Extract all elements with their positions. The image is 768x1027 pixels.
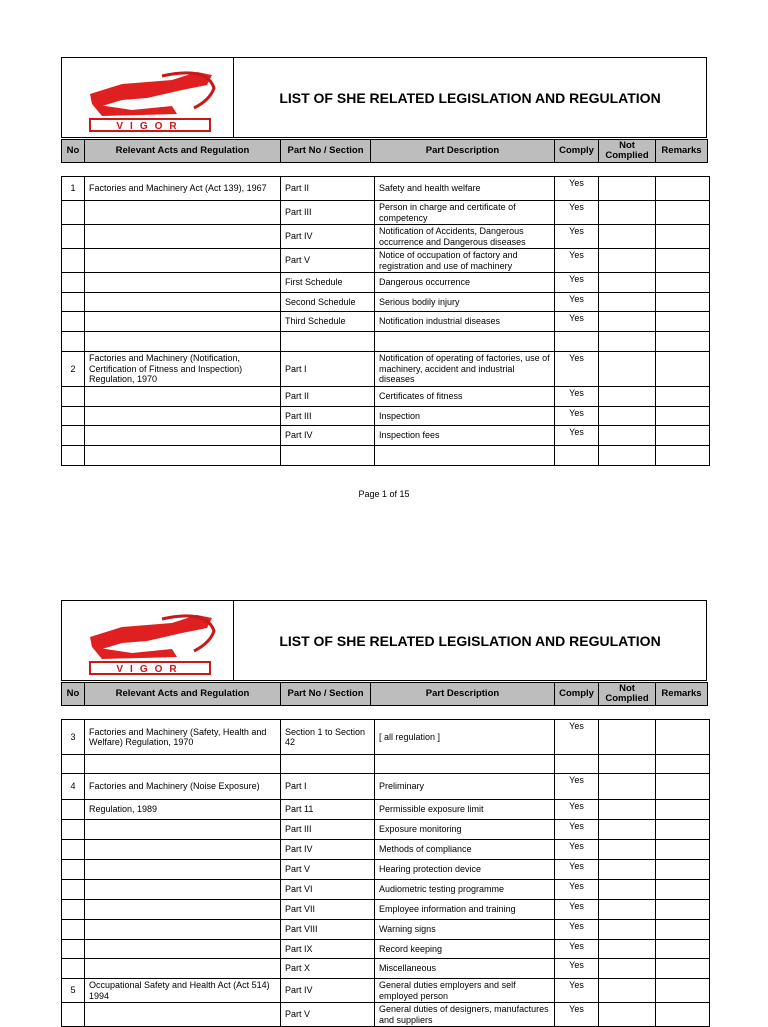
table-row <box>62 820 710 840</box>
remarks-cell <box>656 387 710 407</box>
act-name: Occupational Safety and Health Act (Act 514) 1994 <box>85 979 281 1003</box>
remarks-cell <box>656 979 710 1003</box>
table-row <box>62 352 710 387</box>
act-name <box>85 249 281 273</box>
column-header-row <box>61 682 708 706</box>
part-no: Second Schedule <box>281 293 375 312</box>
remarks-cell <box>656 177 710 201</box>
not-complied-cell <box>599 426 656 446</box>
col-part: Part No / Section <box>281 140 371 163</box>
part-description: Methods of compliance <box>375 840 555 860</box>
comply-status: Yes <box>555 880 599 900</box>
table-row <box>62 446 710 466</box>
act-name <box>85 407 281 426</box>
part-no: Part II <box>281 177 375 201</box>
row-number <box>62 755 85 774</box>
part-no: Part VII <box>281 900 375 920</box>
part-no: First Schedule <box>281 273 375 293</box>
vigor-logo <box>62 58 234 137</box>
page-header <box>61 57 707 138</box>
row-number: 4 <box>62 774 85 800</box>
part-no: Part VIII <box>281 920 375 940</box>
table-row <box>62 177 710 201</box>
act-name <box>85 426 281 446</box>
remarks-cell <box>656 312 710 332</box>
not-complied-cell <box>599 352 656 387</box>
col-remarks: Remarks <box>656 140 708 163</box>
part-no: Part IV <box>281 840 375 860</box>
part-description: Dangerous occurrence <box>375 273 555 293</box>
part-no: Part IV <box>281 225 375 249</box>
remarks-cell <box>656 273 710 293</box>
part-description: Preliminary <box>375 774 555 800</box>
row-number <box>62 940 85 959</box>
row-number <box>62 249 85 273</box>
part-no: Part X <box>281 959 375 979</box>
part-description: Notice of occupation of factory and registration and use of machinery <box>375 249 555 273</box>
not-complied-cell <box>599 201 656 225</box>
comply-status: Yes <box>555 959 599 979</box>
not-complied-cell <box>599 1003 656 1027</box>
act-name: Factories and Machinery (Safety, Health and Welfare) Regulation, 1970 <box>85 720 281 755</box>
col-desc: Part Description <box>371 140 555 163</box>
row-number <box>62 312 85 332</box>
comply-status: Yes <box>555 979 599 1003</box>
part-no: Third Schedule <box>281 312 375 332</box>
comply-status: Yes <box>555 900 599 920</box>
part-description: Notification of Accidents, Dangerous occurrence and Dangerous diseases <box>375 225 555 249</box>
act-name <box>85 840 281 860</box>
remarks-cell <box>656 293 710 312</box>
table-row <box>62 860 710 880</box>
remarks-cell <box>656 426 710 446</box>
col-comply: Comply <box>555 683 599 706</box>
not-complied-cell <box>599 755 656 774</box>
row-number <box>62 293 85 312</box>
table-row <box>62 1003 710 1027</box>
comply-status: Yes <box>555 225 599 249</box>
comply-status <box>555 446 599 466</box>
act-name <box>85 273 281 293</box>
act-name <box>85 860 281 880</box>
part-no: Part I <box>281 774 375 800</box>
row-number <box>62 225 85 249</box>
part-description <box>375 446 555 466</box>
part-no: Part IV <box>281 979 375 1003</box>
not-complied-cell <box>599 774 656 800</box>
not-complied-cell <box>599 177 656 201</box>
legislation-table <box>61 719 710 1027</box>
part-no: Part III <box>281 407 375 426</box>
remarks-cell <box>656 880 710 900</box>
table-row <box>62 387 710 407</box>
act-name <box>85 312 281 332</box>
not-complied-cell <box>599 273 656 293</box>
table-row <box>62 774 710 800</box>
row-number <box>62 820 85 840</box>
part-no: Part IX <box>281 940 375 959</box>
table-row <box>62 273 710 293</box>
act-name <box>85 201 281 225</box>
part-description: Person in charge and certificate of competency <box>375 201 555 225</box>
part-description: Inspection fees <box>375 426 555 446</box>
remarks-cell <box>656 840 710 860</box>
part-description: Audiometric testing programme <box>375 880 555 900</box>
not-complied-cell <box>599 940 656 959</box>
col-part: Part No / Section <box>281 683 371 706</box>
act-name: Regulation, 1989 <box>85 800 281 820</box>
not-complied-cell <box>599 959 656 979</box>
row-number <box>62 840 85 860</box>
part-no: Part III <box>281 201 375 225</box>
not-complied-cell <box>599 820 656 840</box>
not-complied-cell <box>599 920 656 940</box>
comply-status: Yes <box>555 800 599 820</box>
col-no: No <box>62 683 85 706</box>
col-act: Relevant Acts and Regulation <box>85 683 281 706</box>
comply-status: Yes <box>555 407 599 426</box>
part-description <box>375 755 555 774</box>
act-name: Factories and Machinery Act (Act 139), 1967 <box>85 177 281 201</box>
remarks-cell <box>656 1003 710 1027</box>
act-name <box>85 940 281 959</box>
part-description: Inspection <box>375 407 555 426</box>
part-description: Hearing protection device <box>375 860 555 880</box>
comply-status: Yes <box>555 860 599 880</box>
table-row <box>62 755 710 774</box>
part-no: Part III <box>281 820 375 840</box>
part-description: [ all regulation ] <box>375 720 555 755</box>
remarks-cell <box>656 755 710 774</box>
table-row <box>62 880 710 900</box>
not-complied-cell <box>599 312 656 332</box>
row-number <box>62 860 85 880</box>
not-complied-cell <box>599 840 656 860</box>
part-description: Serious bodily injury <box>375 293 555 312</box>
row-number <box>62 446 85 466</box>
act-name <box>85 959 281 979</box>
remarks-cell <box>656 201 710 225</box>
col-act: Relevant Acts and Regulation <box>85 140 281 163</box>
col-comply: Comply <box>555 140 599 163</box>
part-description: Record keeping <box>375 940 555 959</box>
not-complied-cell <box>599 407 656 426</box>
comply-status: Yes <box>555 201 599 225</box>
remarks-cell <box>656 800 710 820</box>
col-no: No <box>62 140 85 163</box>
not-complied-cell <box>599 332 656 352</box>
part-description: Notification of operating of factories, use of machinery, accident and industrial diseases <box>375 352 555 387</box>
remarks-cell <box>656 900 710 920</box>
table-row <box>62 840 710 860</box>
part-no <box>281 755 375 774</box>
row-number: 1 <box>62 177 85 201</box>
comply-status: Yes <box>555 249 599 273</box>
part-no: Part V <box>281 1003 375 1027</box>
table-row <box>62 426 710 446</box>
remarks-cell <box>656 407 710 426</box>
part-description: Safety and health welfare <box>375 177 555 201</box>
part-no: Part II <box>281 387 375 407</box>
act-name <box>85 900 281 920</box>
page-title: LIST OF SHE RELATED LEGISLATION AND REGULATION <box>279 632 661 649</box>
not-complied-cell <box>599 860 656 880</box>
remarks-cell <box>656 920 710 940</box>
legislation-table <box>61 176 710 466</box>
table-row <box>62 979 710 1003</box>
table-row <box>62 225 710 249</box>
col-remarks: Remarks <box>656 683 708 706</box>
table-row <box>62 720 710 755</box>
remarks-cell <box>656 249 710 273</box>
comply-status <box>555 755 599 774</box>
row-number <box>62 407 85 426</box>
not-complied-cell <box>599 800 656 820</box>
column-header-row <box>61 139 708 163</box>
row-number: 2 <box>62 352 85 387</box>
comply-status: Yes <box>555 387 599 407</box>
act-name <box>85 332 281 352</box>
act-name <box>85 293 281 312</box>
not-complied-cell <box>599 249 656 273</box>
remarks-cell <box>656 959 710 979</box>
remarks-cell <box>656 820 710 840</box>
row-number <box>62 880 85 900</box>
act-name <box>85 446 281 466</box>
table-row <box>62 940 710 959</box>
part-description: Employee information and training <box>375 900 555 920</box>
comply-status: Yes <box>555 920 599 940</box>
row-number: 5 <box>62 979 85 1003</box>
page-title: LIST OF SHE RELATED LEGISLATION AND REGULATION <box>279 89 661 106</box>
svg-text:VIGOR: VIGOR <box>116 121 184 132</box>
page-header <box>61 600 707 681</box>
part-description: Exposure monitoring <box>375 820 555 840</box>
not-complied-cell <box>599 880 656 900</box>
row-number <box>62 273 85 293</box>
not-complied-cell <box>599 979 656 1003</box>
table-row <box>62 312 710 332</box>
row-number <box>62 332 85 352</box>
table-row <box>62 201 710 225</box>
row-number <box>62 800 85 820</box>
act-name <box>85 225 281 249</box>
part-no <box>281 332 375 352</box>
act-name <box>85 820 281 840</box>
row-number <box>62 959 85 979</box>
col-not-complied: Not Complied <box>599 140 656 163</box>
part-description: Certificates of fitness <box>375 387 555 407</box>
part-no: Part V <box>281 860 375 880</box>
comply-status <box>555 332 599 352</box>
table-row <box>62 332 710 352</box>
remarks-cell <box>656 940 710 959</box>
not-complied-cell <box>599 446 656 466</box>
act-name: Factories and Machinery (Noise Exposure) <box>85 774 281 800</box>
part-no: Part V <box>281 249 375 273</box>
table-row <box>62 900 710 920</box>
remarks-cell <box>656 720 710 755</box>
comply-status: Yes <box>555 273 599 293</box>
part-no: Part 11 <box>281 800 375 820</box>
col-desc: Part Description <box>371 683 555 706</box>
part-no: Part VI <box>281 880 375 900</box>
part-description: General duties employers and self employed person <box>375 979 555 1003</box>
comply-status: Yes <box>555 774 599 800</box>
part-description <box>375 332 555 352</box>
remarks-cell <box>656 332 710 352</box>
remarks-cell <box>656 225 710 249</box>
act-name <box>85 920 281 940</box>
row-number <box>62 201 85 225</box>
comply-status: Yes <box>555 720 599 755</box>
svg-text:VIGOR: VIGOR <box>116 664 184 675</box>
table-row <box>62 800 710 820</box>
act-name <box>85 755 281 774</box>
row-number <box>62 1003 85 1027</box>
row-number <box>62 387 85 407</box>
comply-status: Yes <box>555 940 599 959</box>
not-complied-cell <box>599 900 656 920</box>
col-not-complied: Not Complied <box>599 683 656 706</box>
table-row <box>62 249 710 273</box>
remarks-cell <box>656 774 710 800</box>
comply-status: Yes <box>555 820 599 840</box>
row-number <box>62 920 85 940</box>
part-no: Part IV <box>281 426 375 446</box>
row-number: 3 <box>62 720 85 755</box>
act-name <box>85 1003 281 1027</box>
comply-status: Yes <box>555 840 599 860</box>
table-row <box>62 407 710 426</box>
remarks-cell <box>656 860 710 880</box>
comply-status: Yes <box>555 177 599 201</box>
act-name <box>85 880 281 900</box>
page-footer: Page 1 of 15 <box>358 489 410 499</box>
part-description: Miscellaneous <box>375 959 555 979</box>
remarks-cell <box>656 352 710 387</box>
table-row <box>62 920 710 940</box>
row-number <box>62 900 85 920</box>
not-complied-cell <box>599 720 656 755</box>
part-description: Permissible exposure limit <box>375 800 555 820</box>
act-name <box>85 387 281 407</box>
part-no: Section 1 to Section 42 <box>281 720 375 755</box>
act-name: Factories and Machinery (Notification, Certification of Fitness and Inspection) Regulation, 1970 <box>85 352 281 387</box>
table-row <box>62 293 710 312</box>
comply-status: Yes <box>555 1003 599 1027</box>
part-description: Notification industrial diseases <box>375 312 555 332</box>
part-no <box>281 446 375 466</box>
remarks-cell <box>656 446 710 466</box>
vigor-logo <box>62 601 234 680</box>
not-complied-cell <box>599 293 656 312</box>
comply-status: Yes <box>555 293 599 312</box>
part-no: Part I <box>281 352 375 387</box>
comply-status: Yes <box>555 426 599 446</box>
part-description: General duties of designers, manufactures and suppliers <box>375 1003 555 1027</box>
not-complied-cell <box>599 225 656 249</box>
row-number <box>62 426 85 446</box>
table-row <box>62 959 710 979</box>
part-description: Warning signs <box>375 920 555 940</box>
comply-status: Yes <box>555 352 599 387</box>
not-complied-cell <box>599 387 656 407</box>
comply-status: Yes <box>555 312 599 332</box>
